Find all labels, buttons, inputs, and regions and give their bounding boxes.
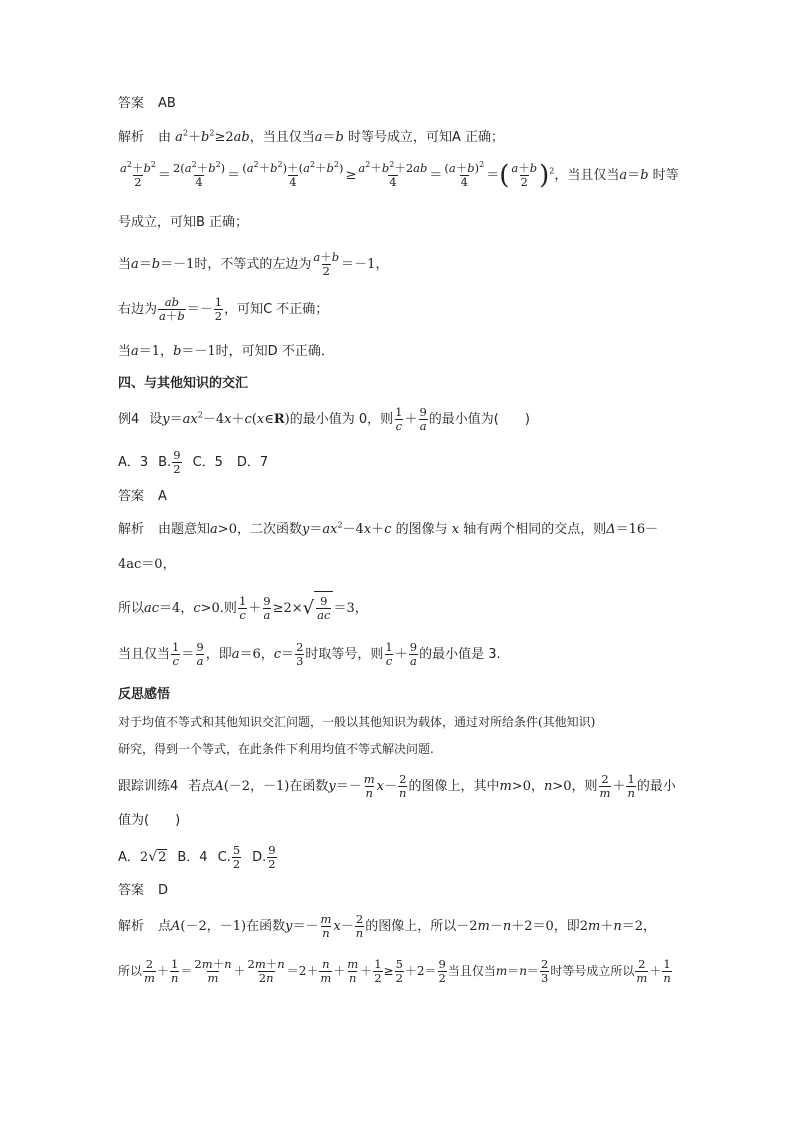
fraction: $\frac{a^2+b^2}{2}$ (120, 160, 156, 189)
reflection-heading: 反思感悟 (118, 687, 171, 702)
fraction: $\frac{2}{m}$ (599, 772, 611, 800)
text-line: 值为( ) (118, 813, 181, 828)
fraction: $\frac{a^2+b^2+2ab}{4}$ (358, 160, 428, 189)
answer-line-2 (118, 488, 167, 506)
fraction: $\frac{m}{n}$ (320, 912, 332, 940)
option-d: D．7 (236, 455, 269, 470)
fraction: $\frac{9}{a}$ (196, 640, 204, 668)
analysis-label: 解析 (118, 919, 145, 934)
reflection-text-2: 研究，得到一个等式，在此条件下利用均值不等式解决问题. (118, 742, 434, 756)
math-inequality: $a^2+b^2\ge 2ab$ (175, 128, 250, 145)
fraction: $\frac{2}{n}$ (399, 772, 407, 800)
text-line: 右边为 $\frac{ab}{a+b}$ ＝－ $\frac{1}{2}$ ，可知C 不正确； (118, 295, 329, 323)
fraction: $\frac{1}{c}$ (172, 640, 180, 668)
fraction: $\frac{9}{a}$ (419, 405, 427, 433)
text-line: 所以ac＝4，c>0.则 $\frac{1}{c}$ ＋ $\frac{9}{a}$ ≥2×√ $\frac{9}{ac}$ ＝3， (118, 591, 368, 626)
math-derivation-line: $\frac{a^2+b^2}{2}$ ＝ $\frac{2(a^2+b^2)}{4}$ ＝ $\frac{(a^2+b^2)+(a^2+b^2)}{4}$ ≥ $\frac{a^2+b^2+2ab}{4}$ ＝ $\frac{(a+b)^2}{4}$ ＝( $\frac{a+b}{2}$ )$^2$，当且仅当a＝b 时等 (120, 160, 679, 191)
fraction: $\frac{2}{m}$ (144, 957, 155, 985)
text-line: 当a＝b＝－1时，不等式的左边为 $\frac{a+b}{2}$ ＝－1， (118, 250, 389, 278)
answer-value: A (158, 489, 167, 504)
answer-label: 答案 (118, 96, 145, 111)
answer-line-3 (118, 882, 168, 900)
text-line: 当a＝1，b＝－1时，可知D 不正确． (118, 344, 334, 359)
fraction: $\frac{1}{n}$ (663, 957, 671, 985)
fraction: $\frac{a+b}{2}$ (511, 161, 538, 189)
section-heading: 四、与其他知识的交汇 (118, 376, 249, 391)
reflection-text-1: 对于均值不等式和其他知识交汇问题，一般以其他知识为载体，通过对所给条件(其他知识) (118, 715, 596, 729)
answer-label: 答案 (118, 489, 145, 504)
fraction: $\frac{2m+n}{2n}$ (247, 957, 285, 985)
option-c: C．5 (192, 455, 223, 470)
answer-value: AB (158, 96, 176, 111)
analysis-line-1: 解析 由 $a^2+b^2\ge 2ab$，当且仅当a＝b 时等号成立，可知A 正确； (118, 128, 505, 145)
option-a: A．2√2 (118, 849, 167, 865)
fraction: $\frac{(a+b)^2}{4}$ (444, 160, 485, 189)
fraction: $\frac{9}{a}$ (263, 594, 271, 622)
answer-label: 答案 (118, 883, 145, 898)
text-line: 当且仅当 $\frac{1}{c}$ ＝ $\frac{9}{a}$ ，即a＝6，c＝ $\frac{2}{3}$ 时取等号，则 $\frac{1}{c}$ ＋ $\frac{9}{a}$ 的最小值是 3. (118, 640, 501, 668)
fraction: $\frac{a+b}{2}$ (313, 250, 340, 278)
fraction: $\frac{(a^2+b^2)+(a^2+b^2)}{4}$ (242, 160, 344, 189)
fraction: $\frac{1}{2}$ (214, 295, 223, 323)
text-line: 号成立，可知B 正确； (118, 215, 249, 230)
options-line (118, 841, 278, 874)
analysis-label: 解析 (118, 522, 145, 537)
option-b: B. $\frac{9}{2}$ (158, 448, 181, 476)
fraction: $\frac{1}{n}$ (170, 957, 179, 985)
exercise-line: 跟踪训练4 若点A(－2，－1)在函数y＝－ $\frac{m}{n}$ x－ $\frac{2}{n}$ 的图像上，其中m>0，n>0，则 $\frac{2}{m}$ ＋ $\frac{1}{n}$ 的最小 (118, 772, 676, 800)
fraction: $\frac{2}{3}$ (296, 640, 304, 668)
fraction: $\frac{1}{c}$ (238, 594, 247, 622)
fraction: $\frac{9}{ac}$ (317, 594, 331, 622)
fraction: $\frac{2}{m}$ (636, 957, 648, 985)
fraction: $\frac{2m+n}{m}$ (194, 957, 232, 985)
fraction: $\frac{2}{n}$ (355, 912, 364, 940)
analysis-label: 解析 (118, 130, 145, 145)
fraction: $\frac{m}{n}$ (347, 957, 359, 985)
option-c: C. $\frac{5}{2}$ (217, 843, 241, 871)
answer-line-1 (118, 95, 176, 113)
exercise-label: 跟踪训练4 (118, 779, 179, 794)
fraction: $\frac{1}{n}$ (627, 772, 635, 800)
fraction: $\frac{9}{2}$ (438, 957, 446, 985)
fraction: $\frac{m}{n}$ (363, 772, 375, 800)
text-line: 所以 $\frac{2}{m}$ ＋ $\frac{1}{n}$ ＝ $\frac{2m+n}{m}$ ＋ $\frac{2m+n}{2n}$ ＝2＋ $\frac{n}{m}$ ＋ $\frac{m}{n}$ ＋ $\frac{1}{2}$ ≥ $\frac{5}{2}$ ＋2＝ $\frac{9}{2}$ 当且仅当m＝n＝ $\frac{2}{3}$ 时等号成立所以 $\frac{2}{m}$ ＋ $\frac{1}{n}$ (118, 957, 671, 985)
fraction: $\frac{9}{a}$ (409, 640, 418, 668)
analysis-line-3: 解析 点A(－2，－1)在函数y＝－ $\frac{m}{n}$ x－ $\frac{2}{n}$ 的图像上，所以－2m－n＋2＝0，即2m＋n＝2， (118, 912, 657, 940)
fraction: $\frac{2}{3}$ (541, 957, 549, 985)
fraction: $\frac{2(a^2+b^2)}{4}$ (172, 160, 226, 189)
option-b: B．4 (177, 850, 208, 865)
fraction: $\frac{ab}{a+b}$ (159, 295, 185, 323)
example-line: 例4 设$y=ax^2-4x+c(x\in R)$的最小值为 0，则 $\frac{1}{c}$ ＋ $\frac{9}{a}$ 的最小值为( ) (118, 405, 530, 433)
option-a: A．3 (118, 455, 149, 470)
example-label: 例4 (118, 412, 140, 427)
options-line (118, 448, 268, 478)
fraction: $\frac{n}{m}$ (320, 957, 332, 985)
text-line: 4ac＝0， (118, 557, 176, 572)
fraction: $\frac{1}{2}$ (374, 957, 382, 985)
analysis-line-2: 解析 由题意知a>0，二次函数$y=ax^2-4x+c$ 的图像与 x 轴有两个相同的交点，则Δ＝16－ (118, 520, 659, 537)
fraction: $\frac{1}{c}$ (395, 405, 403, 433)
option-d: D. $\frac{9}{2}$ (252, 843, 276, 871)
fraction: $\frac{5}{2}$ (395, 957, 403, 985)
answer-value: D (158, 883, 169, 898)
fraction: $\frac{1}{c}$ (385, 640, 393, 668)
